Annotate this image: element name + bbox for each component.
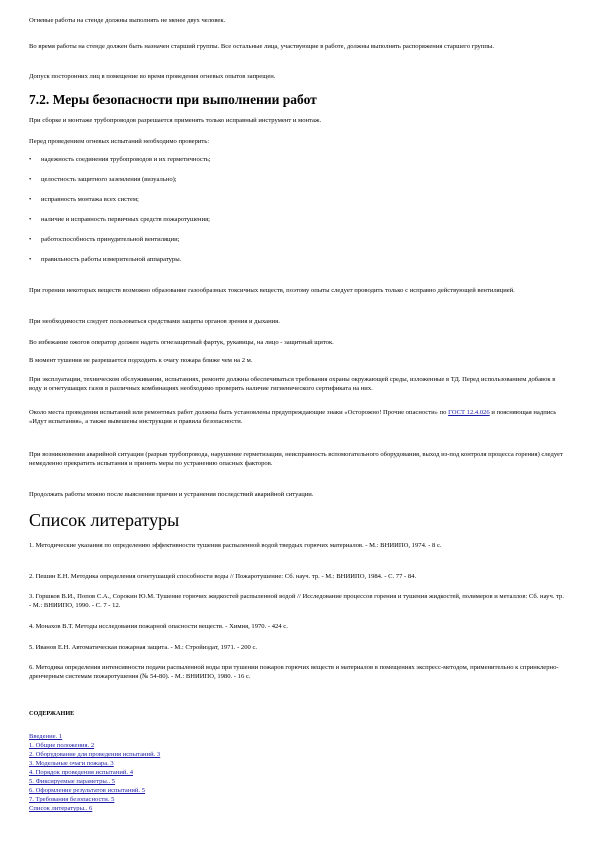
- paragraph: Огневые работы на стенде должны выполнять не менее двух человек.: [29, 17, 226, 24]
- toc-link[interactable]: 7. Требования безопасности. 5: [29, 796, 115, 803]
- toc-link[interactable]: 5. Фиксируемые параметры.. 5: [29, 778, 116, 785]
- paragraph: Допуск посторонних лиц в помещение во время проведения огневых опытов запрещен.: [29, 73, 276, 80]
- list-item: • правильность работы измерительной аппаратуры.: [29, 256, 182, 263]
- reference-item: 5. Иванов Е.Н. Автоматическая пожарная защита. - М.: Стройиздат, 1971. - 200 с.: [29, 644, 258, 651]
- bullet-icon: •: [29, 196, 32, 203]
- section-heading: 7.2. Меры безопасности при выполнении работ: [29, 92, 317, 107]
- paragraph: Перед проведением огневых испытаний необходимо проверить:: [29, 138, 210, 145]
- paragraph: При горении некоторых веществ возможно образование газообразных токсичных веществ, поэтому опыты следует проводить только с исправно действующей вентиляцией.: [29, 287, 515, 294]
- toc-link[interactable]: 3. Модельные очаги пожара. 3: [29, 760, 114, 767]
- list-item: • надежность соединения трубопроводов и их герметичность;: [29, 156, 211, 163]
- toc-link[interactable]: Список литературы.. 6: [29, 805, 93, 812]
- paragraph: Около места проведения испытаний или ремонтных работ должны быть установлены предупреждающие знаки «Осторожно! Прочие опасности» по ГОСТ 12.4.026 и поясняющая надпись «Идут испытания», а также вывешены инструкция и правила безопасности.: [29, 409, 557, 425]
- list-item: • исправность монтажа всех систем;: [29, 196, 139, 203]
- reference-item: 6. Методика определения интенсивности подачи распыленной воды при тушении пожаров горючих веществ и материалов в помещениях экспресс-методом, применительно к спринклерно-дренчерным системам пожаротушения (№ 54-80). - М.: ВНИИПО, 1980. - 16 с.: [29, 664, 559, 680]
- paragraph: При сборке и монтаже трубопроводов разрешается применять только исправный инструмент и монтаж.: [29, 117, 322, 124]
- list-item: • наличие и исправность первичных средств пожаротушения;: [29, 216, 210, 223]
- reference-item: 3. Горшков В.И., Попов С.А., Сорокин Ю.М. Тушение горючих жидкостей распыленной водой // Исследование процессов горения и тушения жидкостей, полимеров и металлов: Сб. науч. тр. - М.: ВНИИПО, 1990. - С. 7 - 12.: [29, 593, 564, 609]
- paragraph: В момент тушения не разрешается подходить к очагу пожара ближе чем на 2 м.: [29, 357, 253, 364]
- bullet-icon: •: [29, 216, 32, 223]
- paragraph: При необходимости следует пользоваться средствами защиты органов зрения и дыхания.: [29, 318, 280, 325]
- list-item: • работоспособность принудительной вентиляции;: [29, 236, 180, 243]
- toc-link[interactable]: 2. Оборудование для проведения испытаний. 3: [29, 751, 161, 758]
- bullet-icon: •: [29, 236, 32, 243]
- paragraph: Во избежание ожогов оператор должен надеть огнезащитный фартук, рукавицы, на лицо - защитный щиток.: [29, 339, 334, 346]
- toc-link[interactable]: 4. Порядок проведения испытаний. 4: [29, 769, 134, 776]
- checklist: [29, 155, 566, 275]
- bullet-icon: •: [29, 156, 32, 163]
- paragraph: При возникновении аварийной ситуации (разрыв трубопровода, нарушение герметизации, неисправность вспомогательного оборудования, выход из-под контроля процесса горения) следует немедленно прекратить испытания и принять меры по устранению опасных факторов.: [29, 451, 563, 467]
- references-heading: Список литературы: [29, 510, 180, 530]
- table-of-contents: [29, 732, 160, 813]
- paragraph: Во время работы на стенде должен быть назначен старший группы. Все остальные лица, участвующие в работе, должны выполнять распоряжения старшего группы.: [29, 43, 494, 50]
- reference-item: 2. Пешин Е.Н. Методика определения огнетушащей способности воды // Пожаротушение: Сб. науч. тр. - М.: ВНИИПО, 1984. - С. 77 - 84.: [29, 573, 417, 580]
- gost-link[interactable]: ГОСТ 12.4.026: [448, 409, 490, 416]
- bullet-icon: •: [29, 176, 32, 183]
- paragraph: Продолжать работы можно после выяснения причин и устранения последствий аварийной ситуации.: [29, 491, 314, 498]
- toc-title: СОДЕРЖАНИЕ: [29, 710, 75, 717]
- paragraph: При эксплуатации, техническом обслуживании, испытаниях, ремонте должны обеспечиваться требования охраны окружающей среды, изложенные в ТД. Перед использованием добавок в воду и огнетушащих газов в различных комбинациях необходимо проверить наличие гигиенического сертификата на них.: [29, 376, 556, 392]
- toc-link[interactable]: Введение. 1: [29, 733, 63, 740]
- reference-item: 4. Монахов В.Т. Методы исследования пожарной опасности веществ. - Химия, 1970. - 424 с.: [29, 623, 288, 630]
- toc-link[interactable]: 1. Общие положения. 2: [29, 742, 95, 749]
- bullet-icon: •: [29, 256, 32, 263]
- toc-link[interactable]: 6. Оформление результатов испытаний. 5: [29, 787, 146, 794]
- reference-item: 1. Методические указания по определению эффективности тушения распыленной водой твердых горючих материалов. - М.: ВНИИПО, 1974. - 8 с.: [29, 542, 442, 549]
- list-item: • целостность защитного заземления (визуально);: [29, 176, 177, 183]
